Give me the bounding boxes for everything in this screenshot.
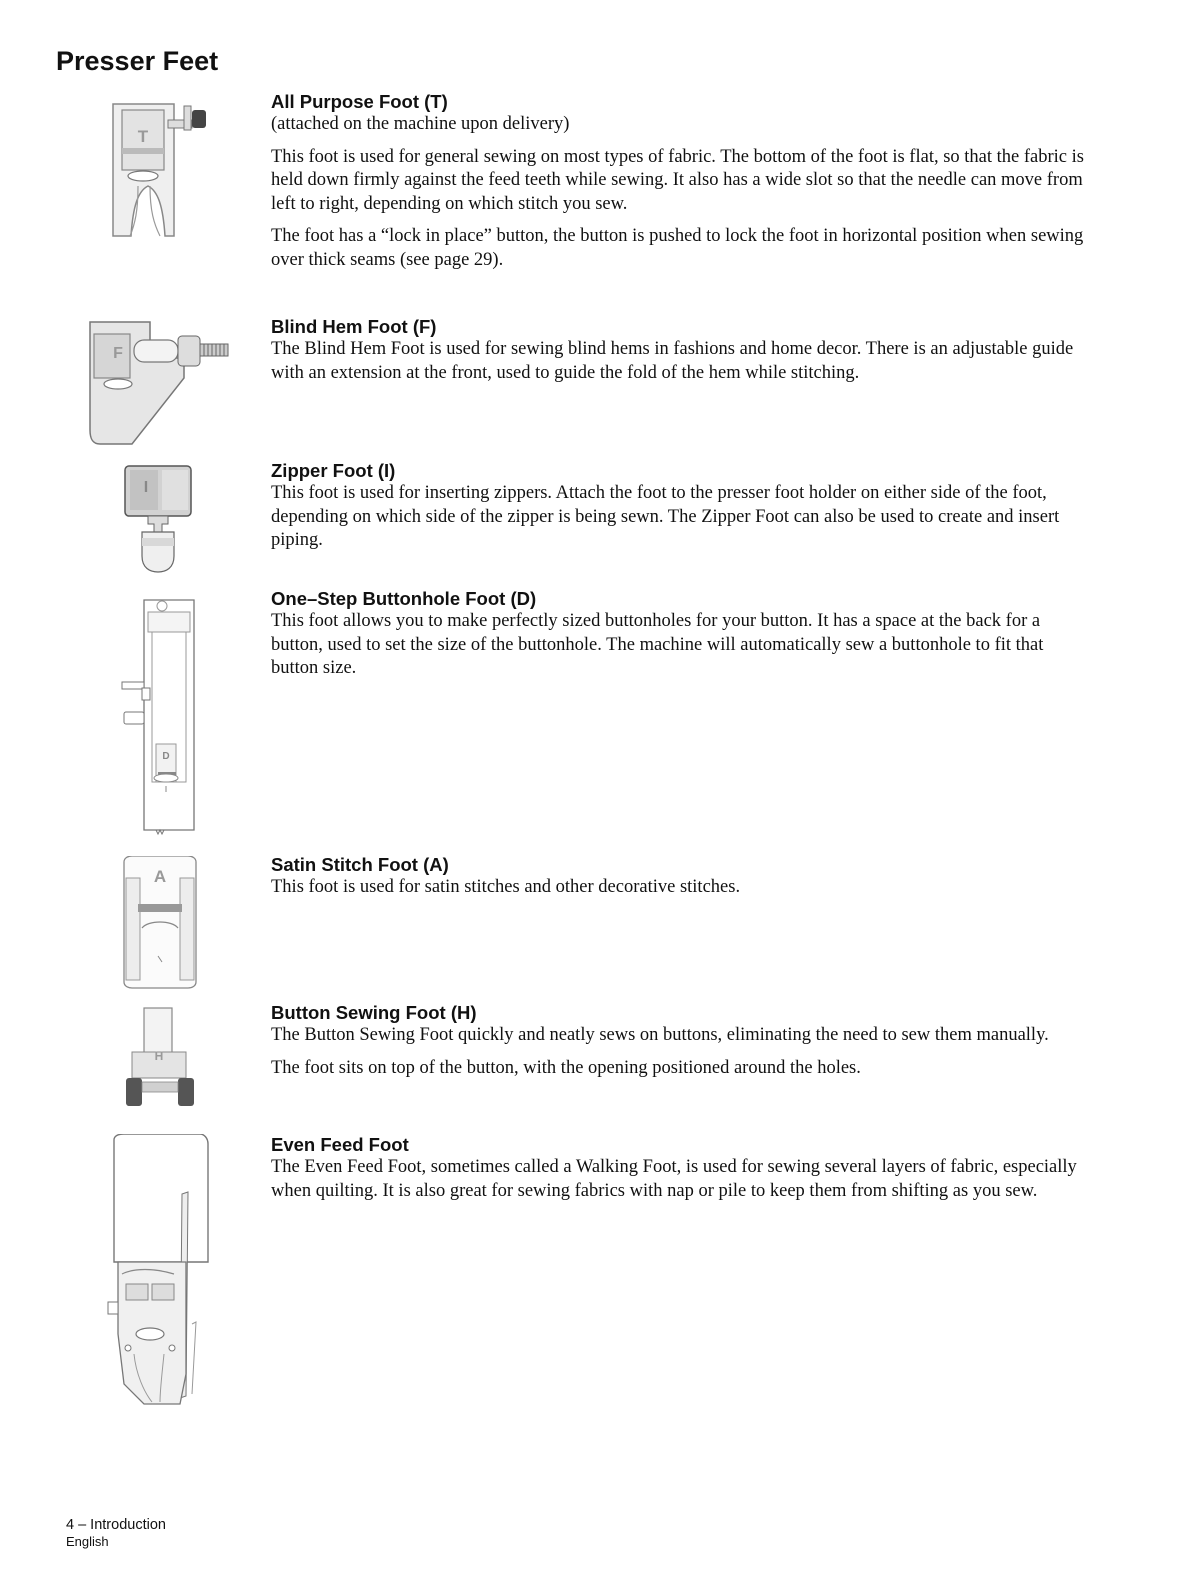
blind-hem-foot-entry xyxy=(271,315,1091,385)
satin-stitch-foot-entry xyxy=(271,853,1091,900)
even-feed-foot-title: Even Feed Foot xyxy=(271,1134,409,1155)
satin-stitch-foot-title: Satin Stitch Foot (A) xyxy=(271,854,449,875)
all-purpose-foot-illustration xyxy=(108,96,212,242)
language-label: English xyxy=(66,1534,109,1549)
all-purpose-foot-desc-2: The foot has a “lock in place” button, the button is pushed to lock the foot in horizontal position when sewing over thick seams (see page 29). xyxy=(271,226,1084,270)
blind-hem-foot-title: Blind Hem Foot (F) xyxy=(271,316,437,337)
foot-letter-f: F xyxy=(113,345,123,362)
blind-hem-foot-desc: The Blind Hem Foot is used for sewing blind hems in fashions and home decor. There is an adjustable guide with an extension at the front, used to guide the fold of the hem while stitching. xyxy=(271,339,1074,383)
buttonhole-foot-entry xyxy=(271,587,1091,681)
page-footer xyxy=(66,1517,166,1549)
button-sewing-foot-desc-1: The Button Sewing Foot quickly and neatly sews on buttons, eliminating the need to sew them manually. xyxy=(271,1025,1049,1045)
all-purpose-foot-note: (attached on the machine upon delivery) xyxy=(271,114,570,134)
even-feed-foot-illustration xyxy=(104,1134,214,1416)
zipper-foot-desc: This foot is used for inserting zippers. Attach the foot to the presser foot holder on either side of the foot, depending on which side of the zipper is being sewn. The Zipper Foot can also be used to create and insert piping. xyxy=(271,483,1060,550)
zipper-foot-illustration xyxy=(120,462,196,576)
blind-hem-foot-illustration xyxy=(86,318,234,450)
zipper-foot-title: Zipper Foot (I) xyxy=(271,460,396,481)
page-number-label: 4 – Introduction xyxy=(66,1517,166,1533)
foot-letter-d: D xyxy=(162,751,170,762)
buttonhole-foot-title: One–Step Buttonhole Foot (D) xyxy=(271,588,537,609)
button-sewing-foot-desc-2: The foot sits on top of the button, with the opening positioned around the holes. xyxy=(271,1057,861,1078)
zipper-foot-entry xyxy=(271,459,1091,553)
foot-letter-h: H xyxy=(154,1049,164,1063)
button-sewing-foot-title: Button Sewing Foot (H) xyxy=(271,1002,477,1023)
button-sewing-foot-illustration xyxy=(122,1004,198,1110)
buttonhole-foot-desc: This foot allows you to make perfectly sized buttonholes for your button. It has a space at the back for a button, used to set the size of the buttonhole. The machine will automatically sew a buttonhole to fit that button size. xyxy=(271,611,1044,678)
foot-letter-a: A xyxy=(153,867,167,886)
button-sewing-foot-entry xyxy=(271,1001,1091,1080)
foot-letter-i: I xyxy=(143,479,149,496)
all-purpose-foot-desc-1: This foot is used for general sewing on most types of fabric. The bottom of the foot is flat, so that the fabric is held down firmly against the feed teeth while sewing. It also has a wide slot so that the needle can move from left to right, depending on which stitch you sew. xyxy=(271,146,1084,214)
satin-stitch-foot-desc: This foot is used for satin stitches and other decorative stitches. xyxy=(271,877,741,897)
all-purpose-foot-entry xyxy=(271,90,1091,272)
foot-letter-t: T xyxy=(137,127,149,146)
page-title: Presser Feet xyxy=(56,46,219,76)
buttonhole-foot-illustration xyxy=(116,594,200,840)
satin-stitch-foot-illustration xyxy=(118,856,202,990)
even-feed-foot-entry xyxy=(271,1133,1091,1203)
all-purpose-foot-title: All Purpose Foot (T) xyxy=(271,91,448,112)
even-feed-foot-desc: The Even Feed Foot, sometimes called a Walking Foot, is used for sewing several layers of fabric, especially when quilting. It is also great for sewing fabrics with nap or pile to keep them from shifting as you sew. xyxy=(271,1157,1077,1201)
